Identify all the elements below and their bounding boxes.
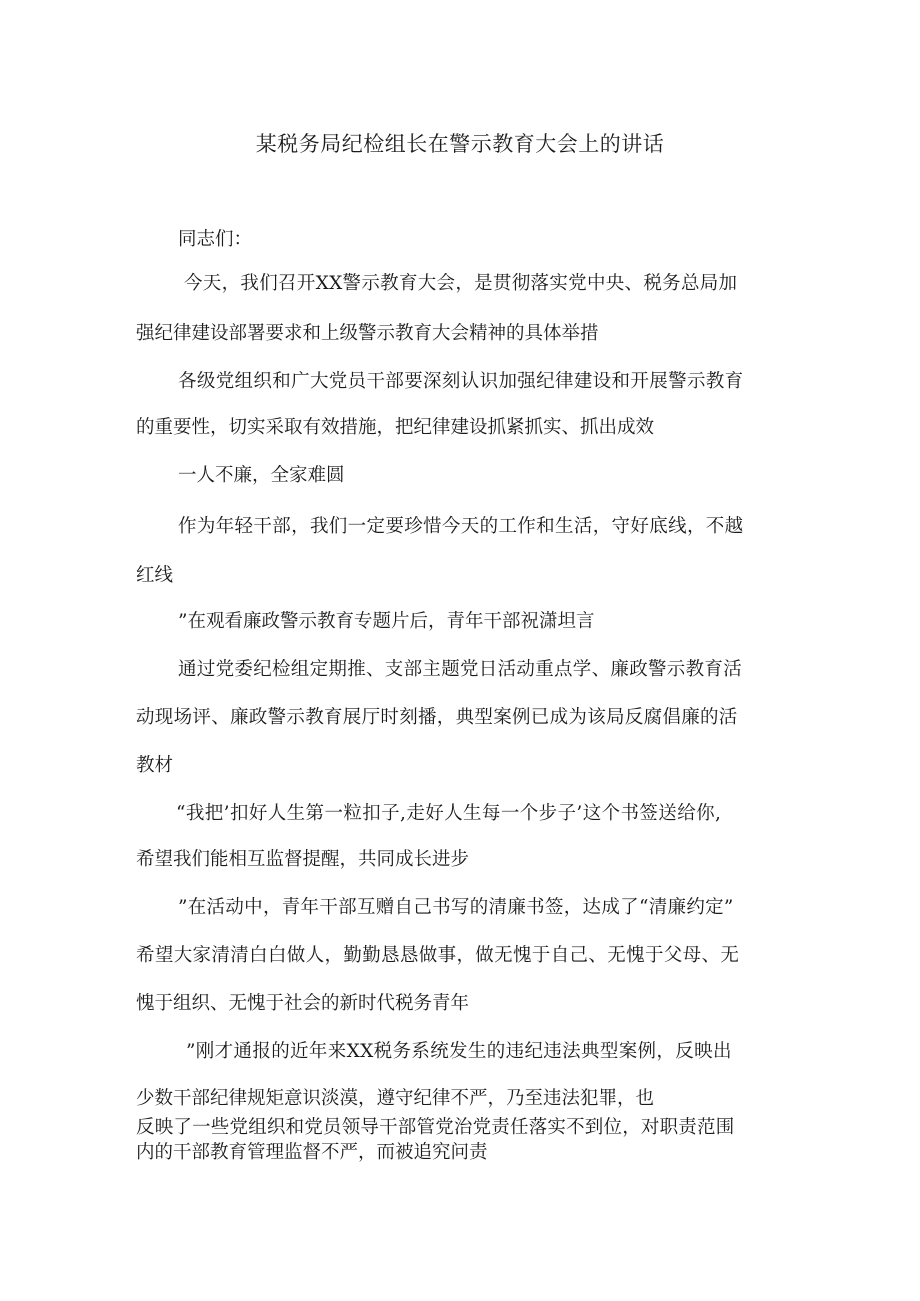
paragraph-line: ”刚才通报的近年来XX税务系统发生的违纪违法典型案例，反映出 [186,1041,732,1062]
paragraph-line: ”在观看廉政警示教育专题片后，青年干部祝潇坦言 [178,611,595,632]
paragraph-line: 希望我们能相互监督提醒，共同成长进步 [136,849,470,870]
paragraph-line: 各级党组织和广大党员干部要深刻认识加强纪律建设和开展警示教育 [178,371,744,392]
paragraph-line: 愧于组织、无愧于社会的新时代税务青年 [136,993,470,1014]
paragraph-line: 的重要性，切实采取有效措施，把纪律建设抓紧抓实、抓出成效 [136,417,655,438]
paragraph-line: 希望大家清清白白做人，勤勤恳恳做事，做无愧于自己、无愧于父母、无 [136,945,740,966]
paragraph-line: 一人不廉，全家难圆 [178,465,345,486]
paragraph-line: 作为年轻干部，我们一定要珍惜今天的工作和生活，守好底线，不越 [178,516,744,537]
document-title: 某税务局纪检组长在警示教育大会上的讲话 [255,132,665,156]
paragraph-line: “我把’扣好人生第一粒扣子,走好人生每一个步子’这个书签送给你, [176,803,722,824]
paragraph-line: 内的干部教育管理监督不严，而被追究问责 [136,1142,488,1163]
paragraph-line: 反映了一些党组织和党员领导干部管党治党责任落实不到位，对职责范围 [136,1117,735,1138]
paragraph-line: 教材 [136,755,174,776]
paragraph-line: 今天，我们召开XX警示教育大会，是贯彻落实党中央、税务总局加 [184,273,738,294]
paragraph-line: 通过党委纪检组定期推、支部主题党日活动重点学、廉政警示教育活 [178,659,743,680]
paragraph-line: 红线 [136,565,174,586]
paragraph-line: 同志们： [178,229,253,250]
paragraph-line: 少数干部纪律规矩意识淡漠，遵守纪律不严，乃至违法犯罪，也 [136,1088,655,1109]
paragraph-line: 强纪律建设部署要求和上级警示教育大会精神的具体举措 [136,323,599,344]
paragraph-line: ”在活动中，青年干部互赠自己书写的清廉书签，达成了“清廉约定” [178,897,734,918]
paragraph-line: 动现场评、廉政警示教育展厅时刻播，典型案例已成为该局反腐倡廉的活 [136,707,738,728]
